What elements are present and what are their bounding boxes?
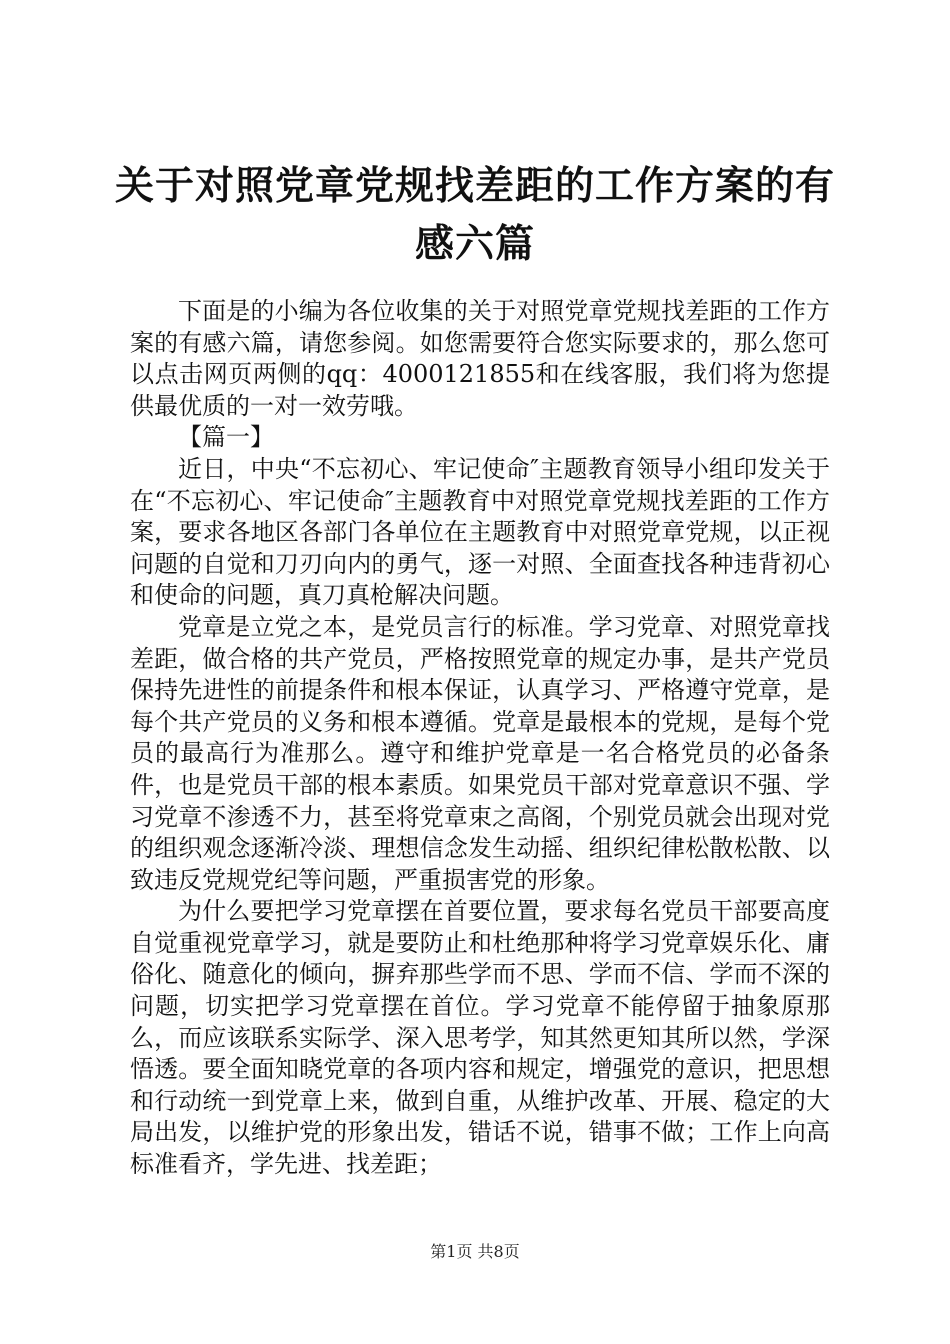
document-body: [130, 296, 830, 1181]
body-paragraph: 党章是立党之本，是党员言行的标准。学习党章、对照党章找差距，做合格的共产党员，严格按照党章的规定办事，是共产党员保持先进性的前提条件和根本保证，认真学习、严格遵守党章，是每个共产党员的义务和根本遵循。党章是最根本的党规，是每个党员的最高行为准那么。遵守和维护党章是一名合格党员的必备条件，也是党员干部的根本素质。如果党员干部对党章意识不强、学习党章不渗透不力，甚至将党章束之高阁，个别党员就会出现对党的组织观念逐渐冷淡、理想信念发生动摇、组织纪律松散松散、以致违反党规党纪等问题，严重损害党的形象。: [130, 612, 830, 894]
body-paragraph: 为什么要把学习党章摆在首要位置，要求每名党员干部要高度自觉重视党章学习，就是要防止和杜绝那种将学习党章娱乐化、庸俗化、随意化的倾向，摒弃那些学而不思、学而不信、学而不深的问题，切实把学习党章摆在首位。学习党章不能停留于抽象原那么，而应该联系实际学、深入思考学，知其然更知其所以然，学深悟透。要全面知晓党章的各项内容和规定，增强党的意识，把思想和行动统一到党章上来，做到自重，从维护改革、开展、稳定的大局出发，以维护党的形象出发，错话不说，错事不做；工作上向高标准看齐，学先进、找差距；: [130, 897, 830, 1179]
document-title: 关于对照党章党规找差距的工作方案的有感六篇: [114, 164, 835, 267]
section-heading: 【篇一】: [178, 423, 274, 452]
intro-paragraph: 下面是的小编为各位收集的关于对照党章党规找差距的工作方案的有感六篇，请您参阅。如您需要符合您实际要求的，那么您可以点击网页两侧的qq：4000121855和在线客服，我们将为您提供最优质的一对一效劳哦。: [130, 297, 830, 420]
page-number: 第1页 共8页: [430, 1242, 520, 1261]
body-paragraph: 近日，中央“不忘初心、牢记使命″主题教育领导小组印发关于在“不忘初心、牢记使命″主题教育中对照党章党规找差距的工作方案，要求各地区各部门各单位在主题教育中对照党章党规，以正视问题的自觉和刀刃向内的勇气，逐一对照、全面查找各种违背初心和使命的问题，真刀真枪解决问题。: [130, 454, 830, 610]
